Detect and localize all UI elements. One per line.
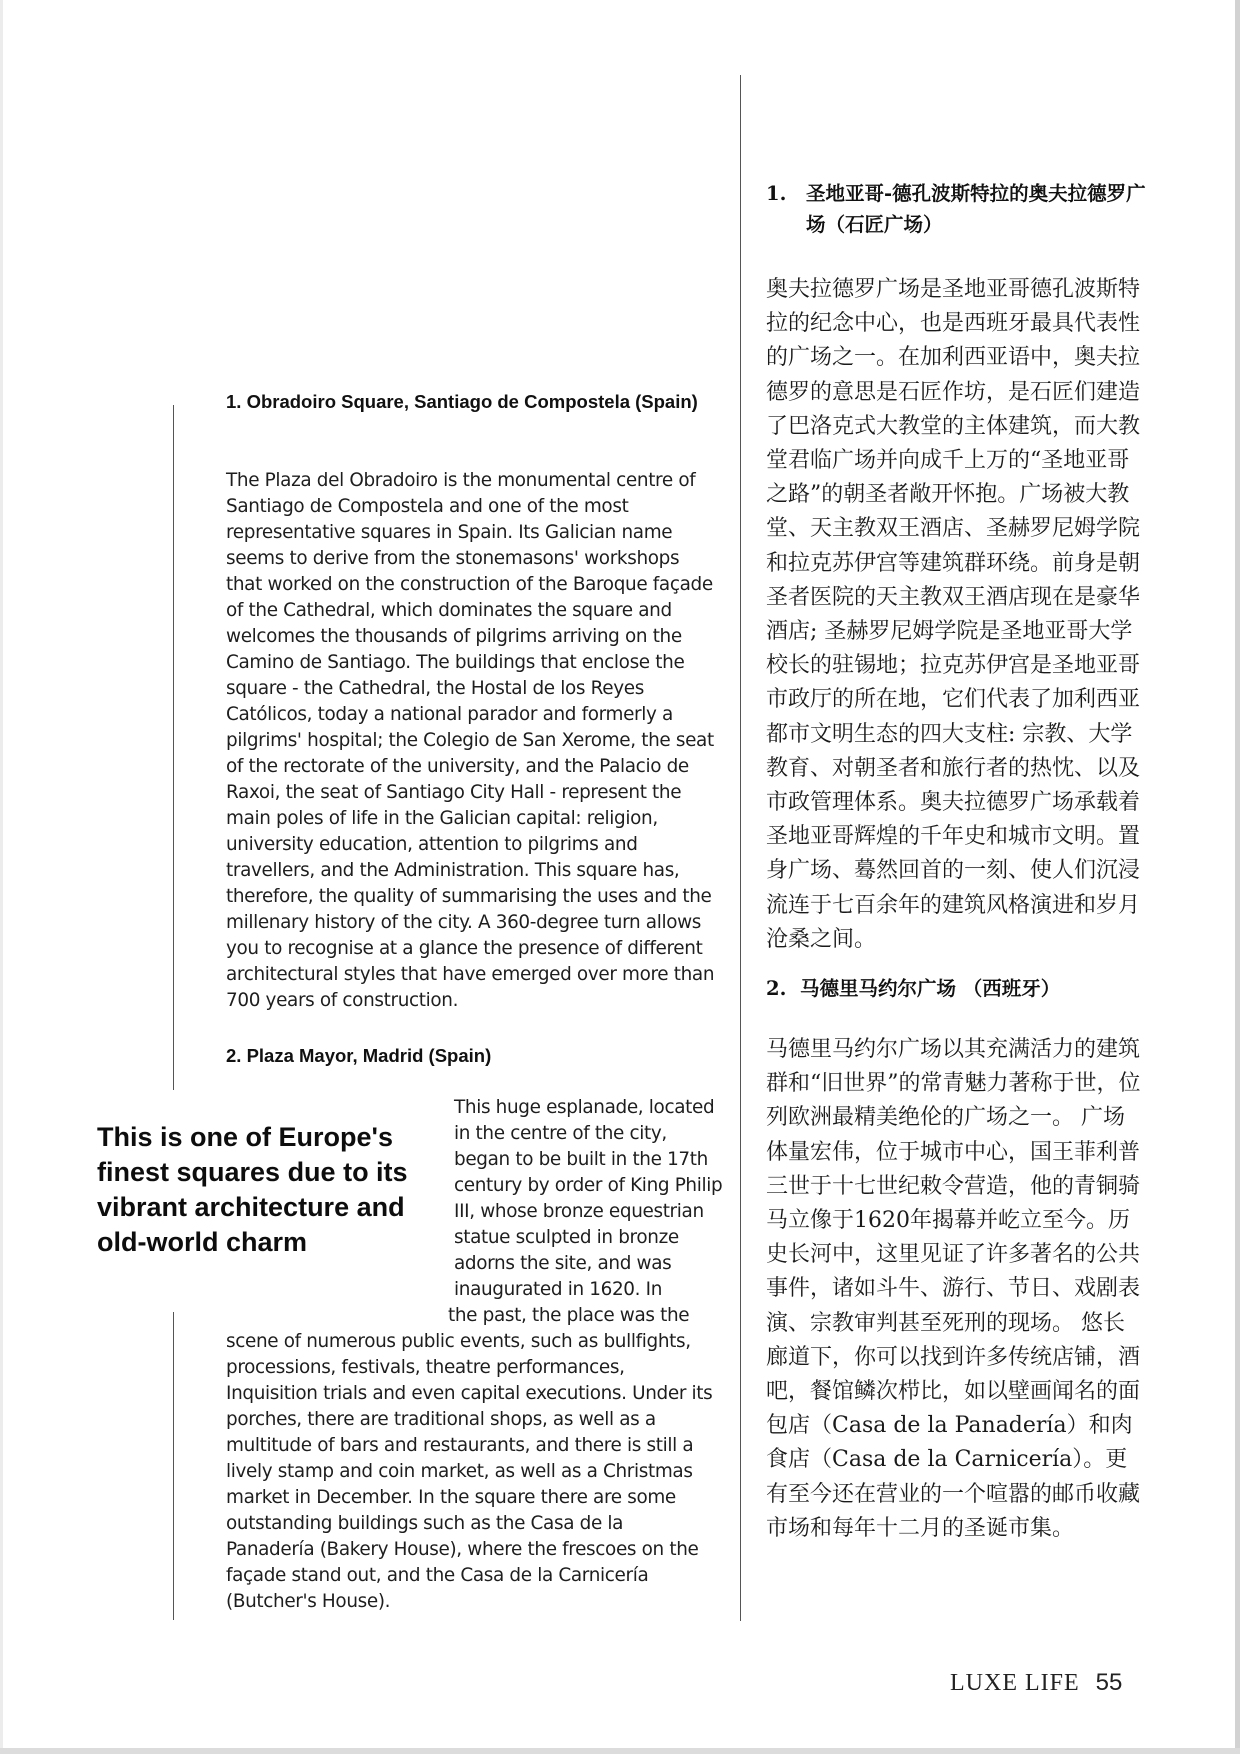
english-heading-plaza-mayor: 2. Plaza Mayor, Madrid (Spain) xyxy=(226,1045,492,1066)
page-number: 55 xyxy=(1095,1669,1123,1696)
chinese-heading-plaza-mayor: 马德里马约尔广场 （西班牙） xyxy=(800,977,1061,1000)
pull-quote: This is one of Europe's finest squares due to its vibrant architecture and old-world charm xyxy=(97,1122,408,1257)
english-heading-obradoiro: 1. Obradoiro Square, Santiago de Compostela (Spain) xyxy=(226,391,698,412)
english-body-plaza-mayor-bottom: scene of numerous public events, such as bullfights, processions, festivals, theatre performances, Inquisition trials and even capital executions. Under its porches, there are traditional shops, as well as a multitude of bars and restaurants, and there is still a lively stamp and coin market, as well as a Christmas market in December. In the square there are some outstanding buildings such as the Casa de la Panadería (Bakery House), where the frescoes on the façade stand out, and the Casa de la Carnicería (Butcher's House). xyxy=(226,1331,713,1612)
page-footer xyxy=(950,1669,1122,1697)
english-body-plaza-mayor-top: This huge esplanade, located in the centre of the city, began to be built in the 17th century by order of King Philip III, whose bronze equestrian statue sculpted in bronze adorns the site, and was inaugurated in 1620. In xyxy=(454,1097,723,1300)
page-bottom-edge xyxy=(0,1748,1240,1754)
page-left-edge xyxy=(0,0,3,1754)
page-right-edge xyxy=(1235,0,1240,1754)
left-rule-lower xyxy=(173,1312,174,1620)
chinese-body-plaza-mayor: 马德里马约尔广场以其充满活力的建筑群和“旧世界”的常青魅力著称于世，位列欧洲最精美绝伦的广场之一。 广场体量宏伟，位于城市中心，国王菲利普三世于十七世纪敕令营造，他的青铜骑马立像于1620年揭幕并屹立至今。历史长河中，这里见证了许多著名的公共事件，诸如斗牛、游行、节日、戏剧表演、宗教审判甚至死刑的现场。 悠长廊道下，你可以找到许多传统店铺，酒吧，餐馆鳞次栉比，如以壁画闻名的面包店（Casa de la Panadería）和肉食店（Casa de la Carnicería）。更有至今还在营业的一个喧嚣的邮币收藏市场和每年十二月的圣诞市集。 xyxy=(766,1037,1141,1541)
magazine-brand: LUXE LIFE xyxy=(950,1670,1080,1696)
chinese-heading-obradoiro: 圣地亚哥-德孔波斯特拉的奥夫拉德罗广场（石匠广场） xyxy=(806,182,1146,236)
left-rule-upper xyxy=(173,405,174,1090)
column-divider xyxy=(740,75,741,1621)
chinese-heading-number-2: 2. xyxy=(766,977,787,1000)
english-body-obradoiro: The Plaza del Obradoiro is the monumental centre of Santiago de Compostela and one of the most representative squares in Spain. Its Galician name seems to derive from the stonemasons' workshops that worked on the construction of the Baroque façade of the Cathedral, which dominates the square and welcomes the thousands of pilgrims arriving on the Camino de Santiago. The buildings that enclose the square - the Cathedral, the Hostal de los Reyes Católicos, today a national parador and formerly a pilgrims' hospital; the Colegio de San Xerome, the seat of the rectorate of the university, and the Palacio de Raxoi, the seat of Santiago City Hall - represent the main poles of life in the Galician capital: religion, university education, attention to pilgrims and travellers, and the Administration. This square has, therefore, the quality of summarising the uses and the millenary history of the city. A 360-degree turn allows you to recognise at a glance the presence of different architectural styles that have emerged over more than 700 years of construction. xyxy=(226,470,715,1011)
chinese-heading-number-1: 1. xyxy=(766,182,787,205)
english-body-plaza-mayor-mid: the past, the place was the xyxy=(448,1305,690,1326)
chinese-body-obradoiro: 奥夫拉德罗广场是圣地亚哥德孔波斯特拉的纪念中心，也是西班牙最具代表性的广场之一。在加利西亚语中，奥夫拉德罗的意思是石匠作坊，是石匠们建造了巴洛克式大教堂的主体建筑，而大教堂君临广场并向成千上万的“圣地亚哥之路”的朝圣者敞开怀抱。广场被大教堂、天主教双王酒店、圣赫罗尼姆学院和拉克苏伊宫等建筑群环绕。前身是朝圣者医院的天主教双王酒店现在是豪华酒店; 圣赫罗尼姆学院是圣地亚哥大学校长的驻锡地；拉克苏伊宫是圣地亚哥市政厅的所在地，它们代表了加利西亚都市文明生态的四大支柱: 宗教、大学教育、对朝圣者和旅行者的热忱、以及市政管理体系。奥夫拉德罗广场承载着圣地亚哥辉煌的千年史和城市文明。置身广场、蓦然回首的一刻、使人们沉浸流连于七百余年的建筑风格演进和岁月沧桑之间。 xyxy=(766,277,1141,952)
